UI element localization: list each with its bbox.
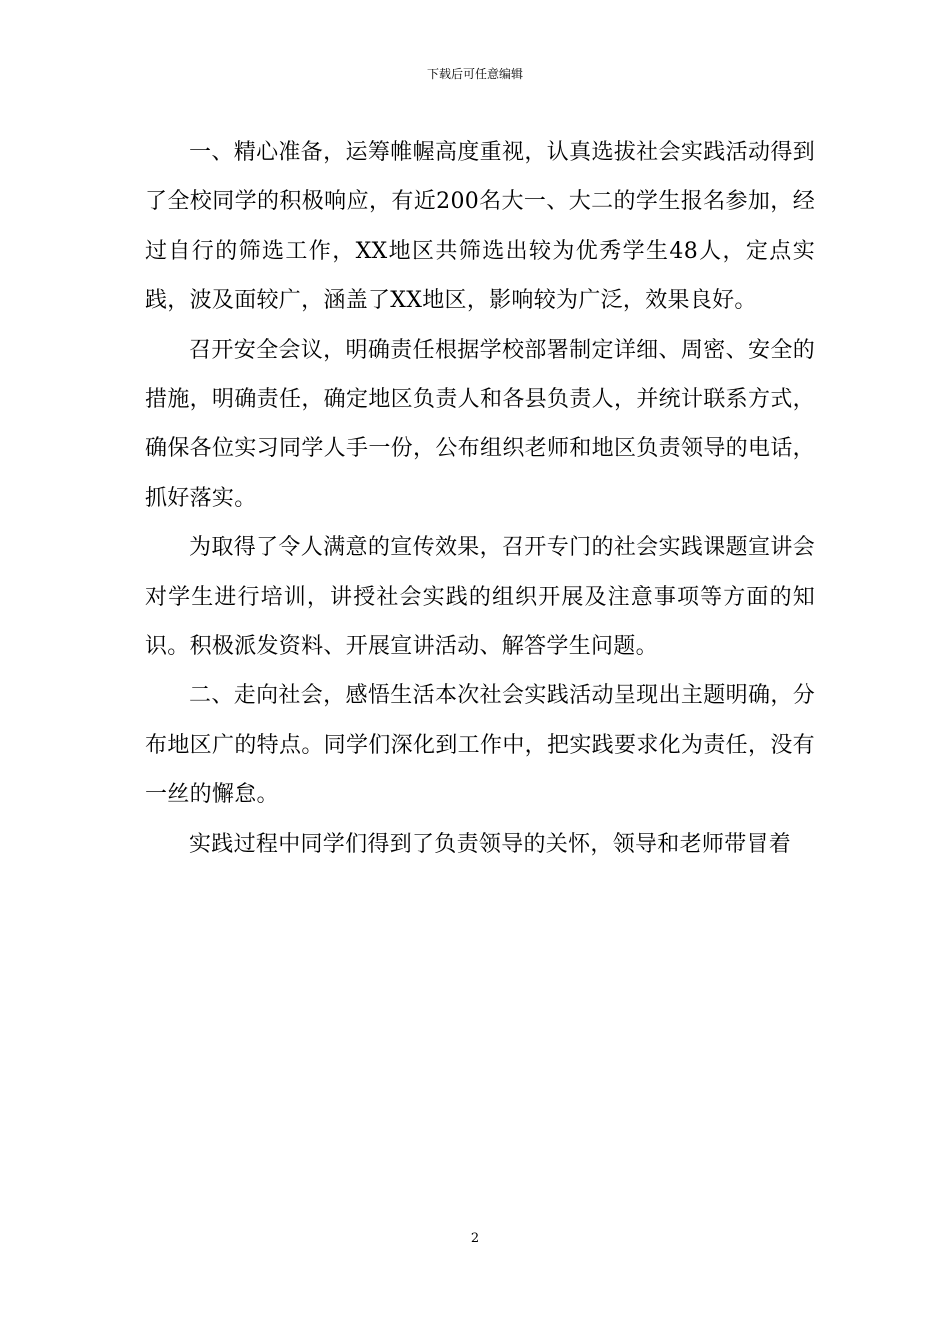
document-body: [145, 128, 815, 869]
page-header: 下载后可任意编辑: [426, 67, 523, 81]
paragraph: 召开安全会议，明确责任根据学校部署制定详细、周密、安全的措施，明确责任，确定地区负责人和各县负责人，并统计联系方式，确保各位实习同学人手一份，公布组织老师和地区负责领导的电话，抓好落实。: [145, 337, 815, 511]
page-number: 2: [470, 1231, 480, 1246]
paragraph: 为取得了令人满意的宣传效果，召开专门的社会实践课题宣讲会对学生进行培训，讲授社会实践的组织开展及注意事项等方面的知识。积极派发资料、开展宣讲活动、解答学生问题。: [145, 535, 815, 660]
paragraph: 实践过程中同学们得到了负责领导的关怀，领导和老师带冒着: [189, 831, 792, 857]
paragraph: 二、走向社会，感悟生活本次社会实践活动呈现出主题明确，分布地区广的特点。同学们深化到工作中，把实践要求化为责任，没有一丝的懈怠。: [145, 683, 815, 808]
paragraph: 一、精心准备，运筹帷幄高度重视，认真选拔社会实践活动得到了全校同学的积极响应，有近200名大一、大二的学生报名参加，经过自行的筛选工作，XX地区共筛选出较为优秀学生48人，定点实践，波及面较广，涵盖了XX地区，影响较为广泛，效果良好。: [145, 140, 815, 314]
